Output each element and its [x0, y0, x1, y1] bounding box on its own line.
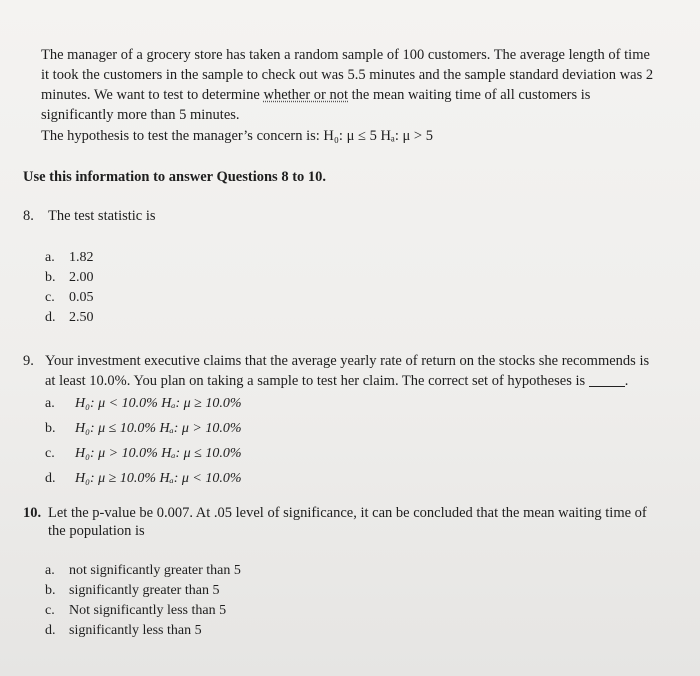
q8-option-c[interactable]: [45, 290, 94, 306]
option-letter: d.: [45, 471, 56, 486]
question-9-number: 9.: [23, 353, 34, 369]
q8-option-b[interactable]: [45, 270, 94, 286]
question-8-text: The test statistic is: [48, 208, 156, 224]
question-9-line-1: Your investment executive claims that the average yearly rate of return on the stocks she recommends is: [45, 353, 650, 369]
option-letter: b.: [45, 421, 56, 436]
option-text: H₀: μ > 10.0% Hₐ: μ ≤ 10.0%: [75, 446, 242, 461]
answer-blank: [589, 386, 625, 387]
option-letter: c.: [45, 290, 55, 305]
option-text: 0.05: [69, 290, 94, 305]
q10-option-c[interactable]: [45, 603, 226, 619]
q10-option-b[interactable]: [45, 583, 219, 599]
question-8-number: 8.: [23, 208, 34, 224]
option-text: H₀: μ ≤ 10.0% Hₐ: μ > 10.0%: [75, 421, 242, 436]
option-letter: b.: [45, 270, 56, 285]
option-letter: a.: [45, 396, 55, 411]
question-9-line-2-text: at least 10.0%. You plan on taking a sample to test her claim. The correct set of hypotheses is: [45, 373, 586, 389]
option-letter: a.: [45, 563, 55, 578]
q9-option-a[interactable]: [45, 396, 242, 412]
option-letter: c.: [45, 446, 55, 461]
intro-line-3-post: the mean waiting time of all customers is: [348, 87, 591, 103]
q8-option-d[interactable]: [45, 310, 94, 326]
q8-option-a[interactable]: [45, 250, 94, 266]
option-letter: d.: [45, 623, 56, 638]
intro-line-2: it took the customers in the sample to check out was 5.5 minutes and the sample standard deviation was 2: [41, 67, 654, 83]
question-10-number: 10.: [23, 505, 42, 521]
intro-line-1: The manager of a grocery store has taken a random sample of 100 customers. The average length of time: [41, 47, 650, 63]
intro-line-4: significantly more than 5 minutes.: [41, 107, 240, 123]
q9-option-c[interactable]: [45, 446, 242, 462]
question-9-line-2-end: .: [624, 373, 629, 389]
option-text: 2.50: [69, 310, 94, 325]
option-text: H₀: μ ≥ 10.0% Hₐ: μ < 10.0%: [75, 471, 242, 486]
option-text: H₀: μ < 10.0% Hₐ: μ ≥ 10.0%: [75, 396, 242, 411]
intro-line-3-pre: minutes. We want to test to determine: [41, 87, 264, 103]
q10-option-a[interactable]: [45, 563, 241, 579]
hypothesis-statement: The hypothesis to test the manager’s concern is: H₀: μ ≤ 5 Hₐ: μ > 5: [41, 128, 433, 144]
instruction-heading: Use this information to answer Questions 8 to 10.: [23, 169, 327, 185]
question-10-line-1: Let the p-value be 0.007. At .05 level of significance, it can be concluded that the mean waiting time of: [48, 505, 647, 521]
option-text: Not significantly less than 5: [69, 603, 227, 618]
q9-option-d[interactable]: [45, 471, 242, 487]
question-9-line-2: [45, 373, 628, 390]
option-text: significantly greater than 5: [69, 583, 220, 598]
option-text: not significantly greater than 5: [69, 563, 241, 578]
intro-underlined-phrase: whether or not: [263, 87, 349, 103]
question-10-line-2: the population is: [48, 523, 145, 539]
option-letter: c.: [45, 603, 55, 618]
option-text: 1.82: [69, 250, 94, 265]
option-letter: a.: [45, 250, 55, 265]
q9-option-b[interactable]: [45, 421, 242, 437]
option-text: significantly less than 5: [69, 623, 202, 638]
intro-line-3: [41, 86, 590, 105]
option-letter: d.: [45, 310, 56, 325]
q10-option-d[interactable]: [45, 623, 202, 639]
option-letter: b.: [45, 583, 56, 598]
option-text: 2.00: [69, 270, 94, 285]
